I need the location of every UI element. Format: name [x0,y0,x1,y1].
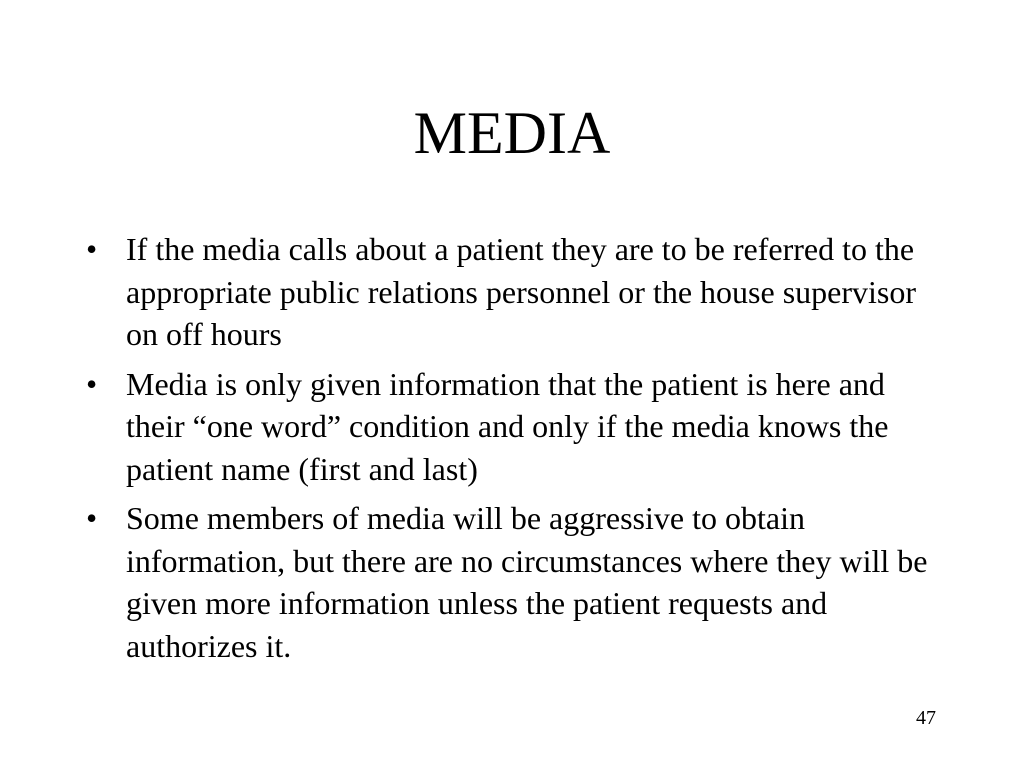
bullet-item [86,228,946,356]
bullet-item [86,363,946,491]
bullet-item [86,497,946,667]
bullet-text: Media is only given information that the patient is here and their “one word” condition and only if the media knows the patient name (first and last) [126,365,889,487]
bullet-dot-icon: • [86,500,98,536]
bullet-dot-icon: • [86,231,98,267]
bullet-text: If the media calls about a patient they are to be referred to the appropriate public relations personnel or the house supervisor on off hours [126,231,916,352]
bullet-dot-icon: • [86,365,98,402]
slide-title: MEDIA [413,100,611,166]
page-number: 47 [916,707,936,729]
bullet-list [86,228,946,674]
bullet-text: Some members of media will be aggressive to obtain information, but there are no circumstances where they will be given more information unless the patient requests and authorizes it. [126,500,928,664]
